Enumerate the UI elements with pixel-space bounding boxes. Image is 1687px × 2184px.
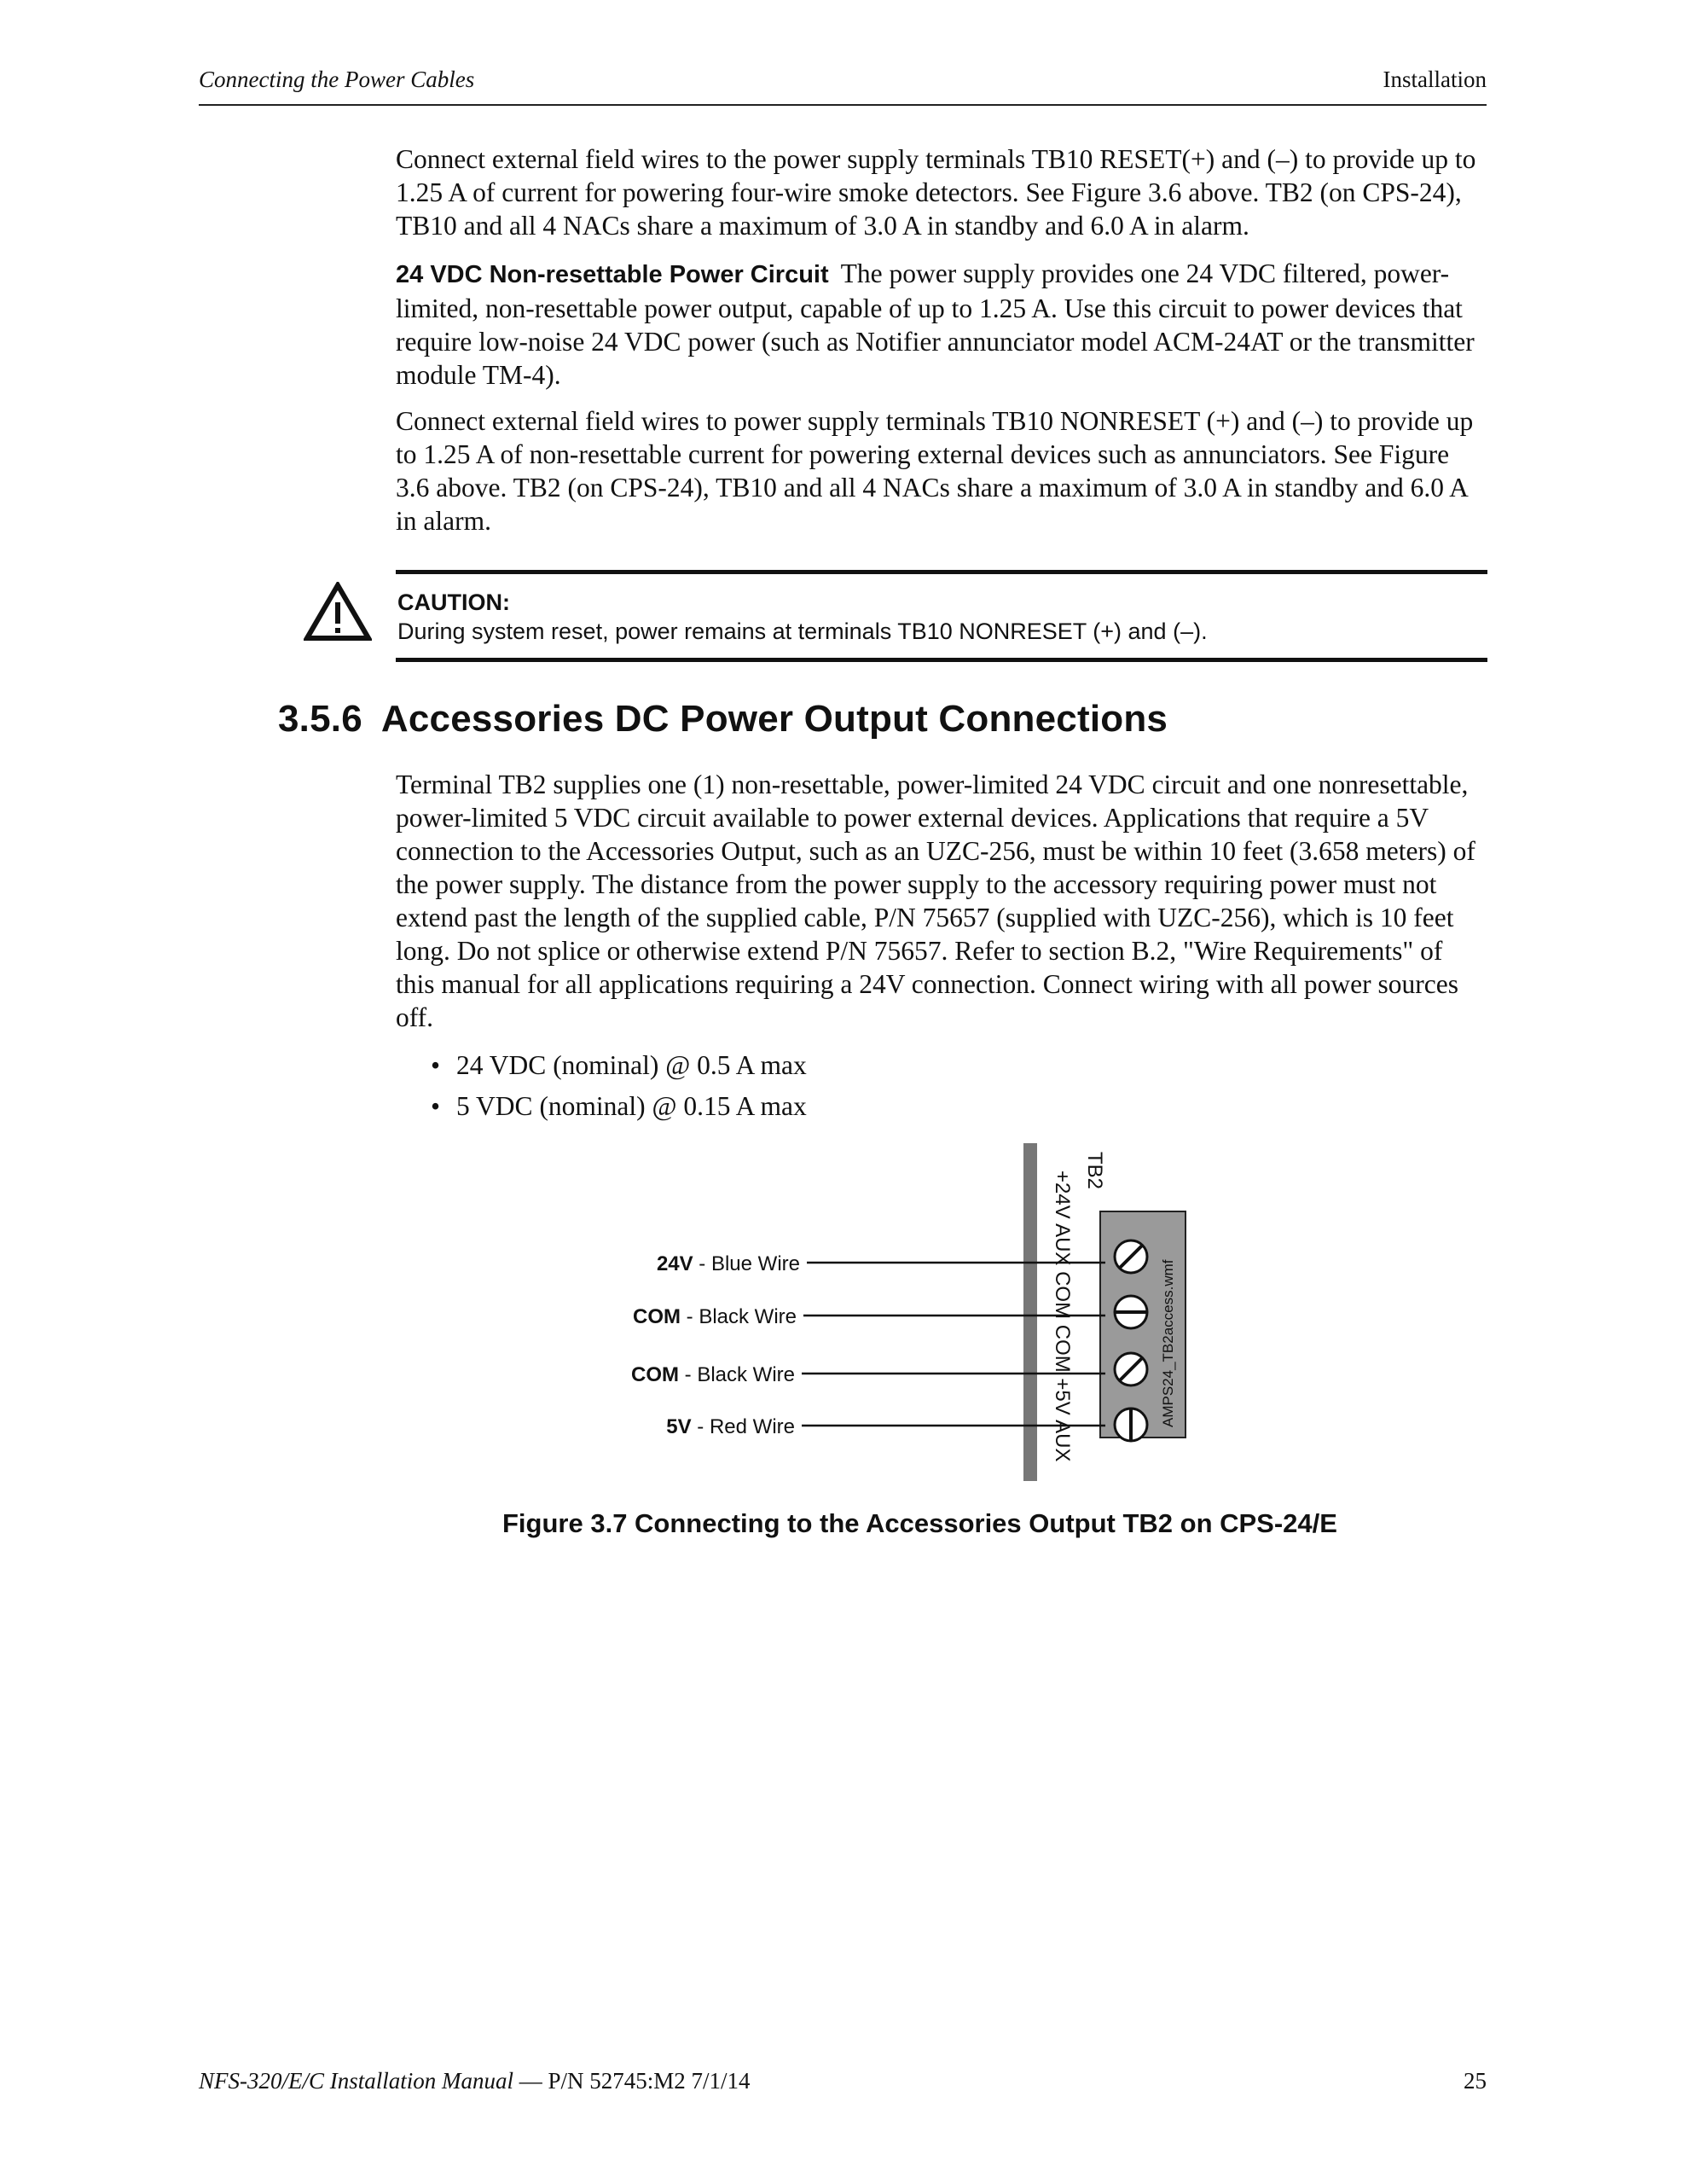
paragraph-tb10-reset: Connect external field wires to the power supply terminals TB10 RESET(+) and (–) to provide up to 1.25 A of current for powering four-wire smoke detectors. See Figure 3.6 above. TB2 (on CPS-24), TB10 and all 4 NACs share a maximum of 3.0 A in standby and 6.0 A in alarm. [396,144,1476,241]
paragraph-tb10-nonreset: Connect external field wires to power supply terminals TB10 NONRESET (+) and (–) to provide up to 1.25 A of non-resettable current for powering external devices such as annunciators. See Figure 3.6 above. TB2 (on CPS-24), TB10 and all 4 NACs share a maximum of 3.0 A in standby and 6.0 A in alarm. [396,406,1474,536]
list-item: • 5 VDC (nominal) @ 0.15 A max [431,1086,807,1127]
board-edge [1023,1143,1037,1481]
wire-label-5v: 5V - Red Wire [666,1415,795,1438]
screw-terminal-1 [1115,1240,1147,1273]
screw-terminal-2 [1115,1296,1147,1328]
footer-manual-title: NFS-320/E/C Installation Manual [199,2068,513,2094]
page-number: 25 [1464,2068,1487,2094]
section-title: Accessories DC Power Output Connections [380,698,1168,740]
bullet-list [431,1045,807,1127]
header-chapter-title: Installation [1383,67,1487,92]
wire-label-24v: 24V - Blue Wire [656,1252,800,1275]
wire-label-com-1: COM - Black Wire [632,1305,797,1328]
screw-terminal-3 [1115,1353,1147,1385]
paragraph-nonresettable-circuit [396,257,1487,392]
header-section-title: Connecting the Power Cables [199,67,475,92]
tb2-wiring-figure [597,1143,1211,1493]
runin-heading: 24 VDC Non-resettable Power Circuit [396,261,829,288]
tb2-label: TB2 [1083,1152,1106,1190]
paragraph-body: The power supply provides one 24 VDC filtered, power-limited, non-resettable power output, capable of up to 1.25 A. Use this circuit to power devices that require low-noise 24 VDC power (such as Notifier annunciator model ACM-24AT or the transmitter module TM-4). [396,258,1475,390]
footer-manual-info [199,2068,751,2094]
page-footer [199,2068,1487,2102]
section-heading [278,698,1168,741]
screw-terminal-4 [1115,1409,1147,1441]
footer-part-number: — P/N 52745:M2 7/1/14 [513,2068,751,2094]
warning-triangle-icon [304,582,372,642]
file-label: AMPS24_TB2access.wmf [1160,1259,1176,1427]
caution-title: CAUTION: [397,590,510,615]
page-header [199,67,1487,106]
figure-caption: Figure 3.7 Connecting to the Accessories Output TB2 on CPS-24/E [502,1508,1337,1538]
wire-label-com-2: COM - Black Wire [630,1363,795,1386]
list-item: • 24 VDC (nominal) @ 0.5 A max [431,1045,807,1086]
paragraph-tb2-description: Terminal TB2 supplies one (1) non-resettable, power-limited 24 VDC circuit and one nonresettable, power-limited 5 VDC circuit available to power external devices. Applications that require a 5V connection to the Accessories Output, such as an UZC-256, must be within 10 feet (3.658 meters) of the power supply. The distance from the power supply to the accessory requiring power must not extend past the length of the supplied cable, P/N 75657 (supplied with UZC-256), which is 10 feet long. Do not splice or otherwise extend P/N 75657. Refer to section B.2, "Wire Requirements" of this manual for all applications requiring a 24V connection. Connect wiring with all power sources off. [396,770,1475,1032]
terminal-labels: +24V AUX COM COM +5V AUX [1051,1170,1074,1462]
section-number: 3.5.6 [278,698,362,740]
caution-text: During system reset, power remains at terminals TB10 NONRESET (+) and (–). [397,619,1208,644]
caution-box [396,570,1487,662]
